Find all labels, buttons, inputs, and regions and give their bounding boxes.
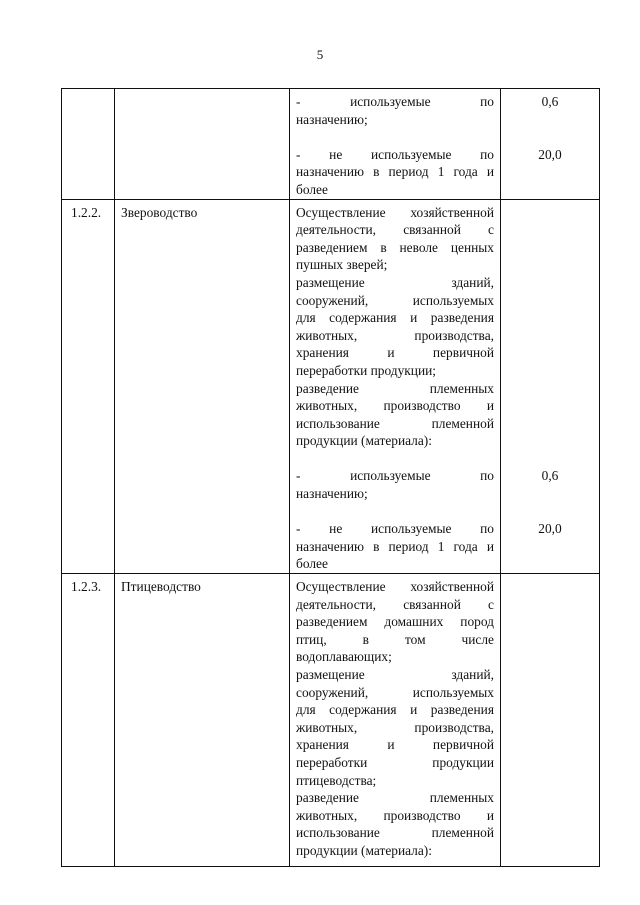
- row-description: [290, 199, 501, 573]
- description-line: использование племенной: [296, 825, 494, 841]
- row-description: [290, 574, 501, 867]
- description-line: хранения и первичной: [296, 737, 494, 753]
- coefficient-value: 20,0: [538, 521, 562, 537]
- table-row: [62, 199, 600, 573]
- description-line: переработки продукции;: [296, 362, 436, 378]
- description-line: сооружений, используемых: [296, 292, 494, 308]
- page-number: 5: [316, 47, 324, 62]
- table-row: [62, 574, 600, 867]
- description-line: размещение зданий,: [296, 274, 494, 290]
- row-number: 1.2.3.: [62, 574, 115, 867]
- coefficient-value: 0,6: [541, 94, 559, 109]
- description-line: использование племенной: [296, 415, 494, 431]
- row-number: [62, 89, 115, 200]
- description-line: птиц, в том числе: [296, 631, 494, 647]
- land-use-table: [61, 88, 600, 867]
- description-line: животных, производства,: [296, 719, 494, 735]
- description-line: размещение зданий,: [296, 667, 494, 682]
- description-line: водоплавающих;: [296, 649, 392, 665]
- row-values: [501, 199, 600, 573]
- description-line: хранения и первичной: [296, 345, 494, 361]
- description-line: разведением домашних пород: [296, 614, 494, 630]
- description-line: пушных зверей;: [296, 257, 388, 273]
- description-line: птицеводства;: [296, 772, 377, 788]
- description-line: для содержания и разведения: [296, 702, 494, 718]
- description-line: назначению;: [296, 486, 368, 502]
- description-line: деятельности, связанной с: [296, 596, 494, 612]
- coefficient-value: 20,0: [538, 146, 562, 162]
- description-line: Осуществление хозяйственной: [296, 579, 494, 595]
- row-values: [501, 574, 600, 867]
- description-line: - используемые по: [296, 468, 494, 484]
- row-name: Звероводство: [115, 199, 290, 573]
- row-values: [501, 89, 600, 200]
- description-line: продукции (материала):: [296, 842, 432, 858]
- description-line: разведение племенных: [296, 790, 494, 806]
- description-line: для содержания и разведения: [296, 310, 494, 326]
- description-line: - не используемые по: [296, 146, 494, 162]
- description-line: Осуществление хозяйственной: [296, 204, 494, 220]
- description-line: более: [296, 181, 328, 197]
- row-number: 1.2.2.: [62, 199, 115, 573]
- description-line: сооружений, используемых: [296, 684, 494, 700]
- description-line: назначению;: [296, 111, 368, 127]
- description-line: животных, производство и: [296, 398, 494, 414]
- table-row: [62, 89, 600, 200]
- description-line: переработки продукции: [296, 754, 494, 770]
- description-line: - не используемые по: [296, 521, 494, 537]
- row-description: [290, 89, 501, 200]
- description-line: продукции (материала):: [296, 433, 432, 449]
- row-name: Птицеводство: [115, 574, 290, 867]
- description-line: - используемые по: [296, 94, 494, 109]
- description-line: животных, производства,: [296, 327, 494, 343]
- description-line: более: [296, 556, 328, 572]
- description-line: деятельности, связанной с: [296, 222, 494, 238]
- coefficient-value: 0,6: [541, 468, 559, 484]
- description-line: разведение племенных: [296, 380, 494, 396]
- description-line: назначению в период 1 года и: [296, 538, 494, 554]
- description-line: назначению в период 1 года и: [296, 164, 494, 180]
- description-line: животных, производство и: [296, 807, 494, 823]
- row-name: [115, 89, 290, 200]
- description-line: разведением в неволе ценных: [296, 239, 494, 255]
